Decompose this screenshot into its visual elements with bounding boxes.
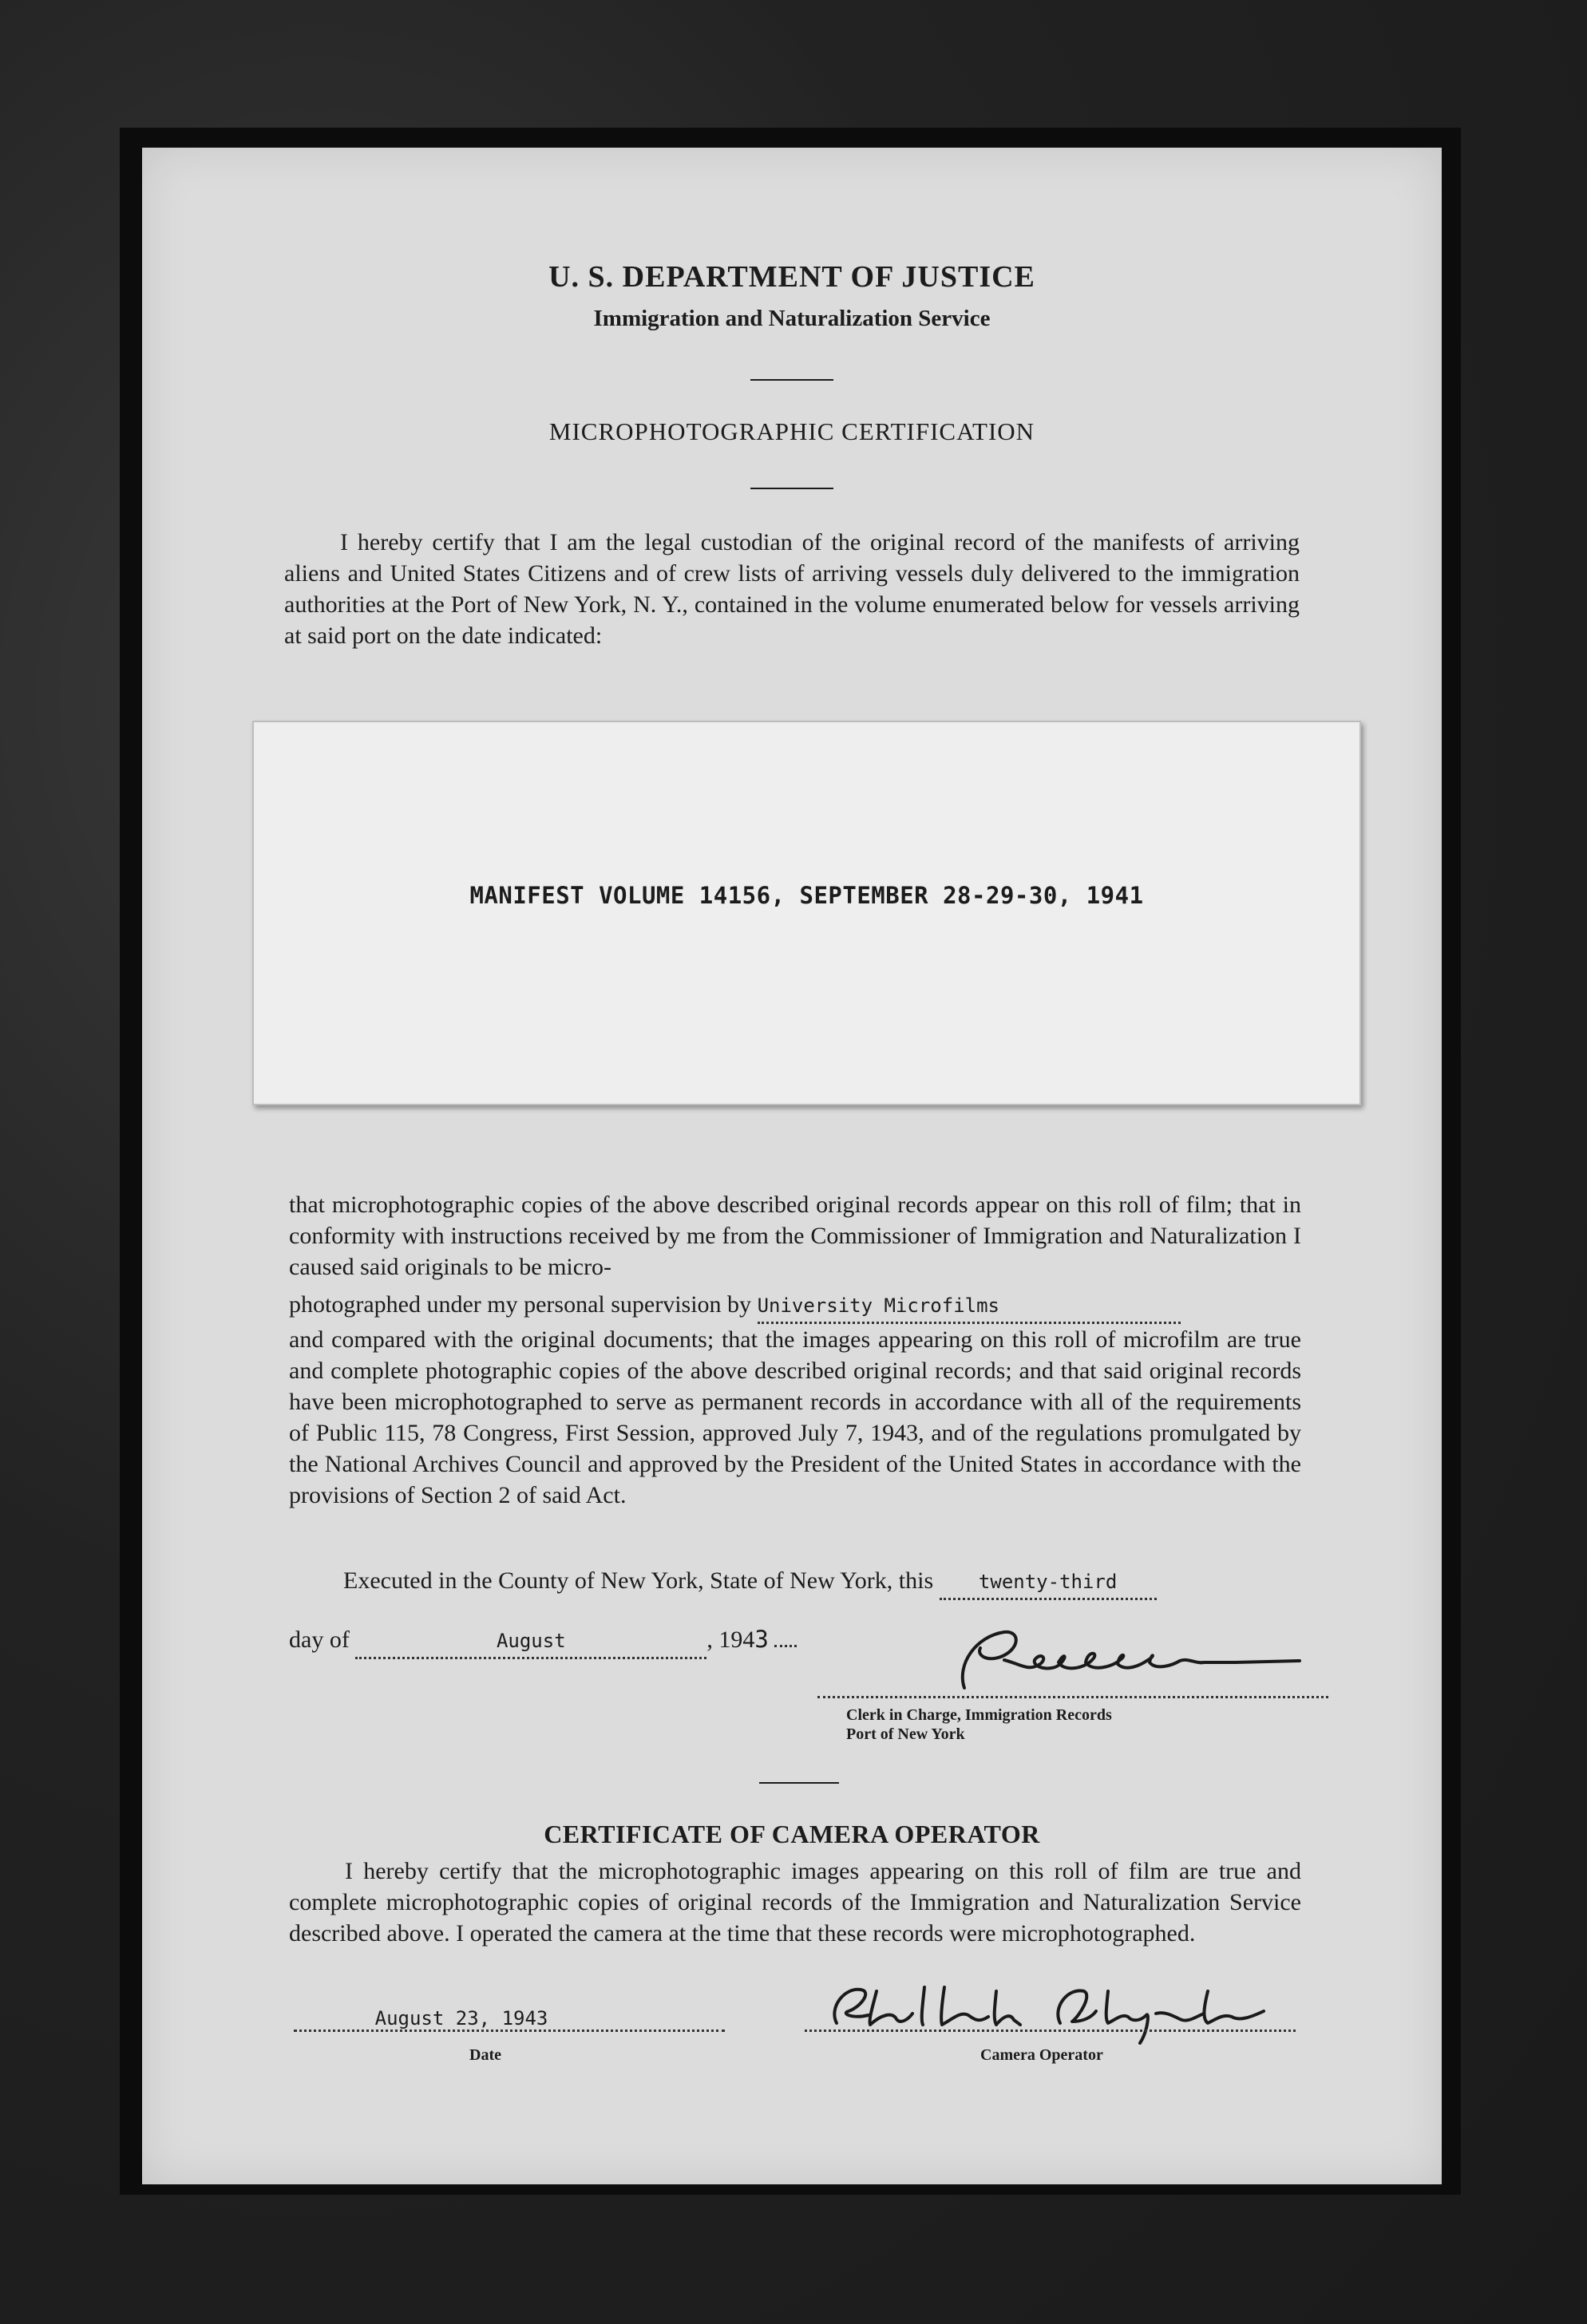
clerk-title-block <box>846 1705 1112 1744</box>
divider <box>750 488 833 489</box>
operator-signature-line <box>805 2030 1296 2032</box>
intro-paragraph <box>284 527 1300 651</box>
photographer-name: University Microfilms <box>757 1294 999 1317</box>
service-subheading: Immigration and Naturalization Service <box>593 306 991 331</box>
certificate-page <box>142 148 1442 2184</box>
year-trailing-dots <box>774 1645 797 1647</box>
volume-card <box>252 721 1361 1105</box>
month-field <box>355 1626 706 1659</box>
camera-paragraph <box>289 1856 1301 1949</box>
execution-line <box>343 1565 1333 1600</box>
camera-operator-label: Camera Operator <box>980 2046 1103 2064</box>
camera-date-field <box>294 2007 725 2032</box>
photographer-field <box>758 1290 1181 1324</box>
camera-date-label: Date <box>469 2046 501 2064</box>
day-of-line <box>289 1624 928 1659</box>
body-text-1: that microphotographic copies of the above described original records appear on this roll of film; that in conformity with instructions received by me from the Commissioner of Immigration and Naturalization I caused said originals to be micro- <box>289 1192 1301 1280</box>
body-text-2: and compared with the original documents; that the images appearing on this roll of microfilm are true and complete photographic copies of the above described original records; and that said original records have been microphotographed to serve as permanent records in accordance with all of the requirements of Public 115, 78 Congress, First Session, approved July 7, 1943, and of the regulations promulgated by the National Archives Council and approved by the President of the United States in accordance with the provisions of Section 2 of said Act. <box>289 1326 1301 1508</box>
clerk-signature <box>900 1616 1348 1704</box>
camera-text: I hereby certify that the microphotographic images appearing on this roll of film are true and complete microphotographic copies of original records of the Immigration and Naturalization Service described above. I operated the camera at the time that these records were microphotographed. <box>289 1858 1301 1947</box>
body-paragraph <box>289 1189 1301 1511</box>
certification-title: MICROPHOTOGRAPHIC CERTIFICATION <box>548 417 1035 445</box>
photographed-line <box>289 1289 1301 1324</box>
photographed-prefix: photographed under my personal supervision by <box>289 1291 752 1318</box>
year-prefix: , 194 <box>706 1626 755 1653</box>
execution-day: twenty-third <box>978 1571 1118 1593</box>
operator-signature <box>805 1975 1284 2047</box>
intro-text: I hereby certify that I am the legal custodian of the original record of the manifests of arriving aliens and United States Citizens and of crew lists of arriving vessels duly delivered to the immigration authorities at the Port of New York, N. Y., contained in the volume enumerated below for vessels arriving at said port on the date indicated: <box>284 529 1300 649</box>
divider <box>750 379 833 381</box>
agency-heading: U. S. DEPARTMENT OF JUSTICE <box>548 260 1035 294</box>
execution-prefix: Executed in the County of New York, State of New York, this <box>343 1567 934 1594</box>
execution-day-field <box>940 1567 1157 1600</box>
year-digit: 3 <box>754 1626 769 1653</box>
camera-date: August 23, 1943 <box>374 2007 548 2030</box>
camera-certificate-title: CERTIFICATE OF CAMERA OPERATOR <box>544 1820 1040 1848</box>
divider <box>759 1782 839 1784</box>
clerk-signature-line <box>817 1696 1328 1698</box>
manifest-volume-label: MANIFEST VOLUME 14156, SEPTEMBER 28-29-30, 1941 <box>469 882 1144 909</box>
clerk-port: Port of New York <box>846 1725 965 1743</box>
execution-month: August <box>496 1630 566 1652</box>
day-of-label: day of <box>289 1626 350 1653</box>
clerk-title: Clerk in Charge, Immigration Records <box>846 1706 1112 1724</box>
